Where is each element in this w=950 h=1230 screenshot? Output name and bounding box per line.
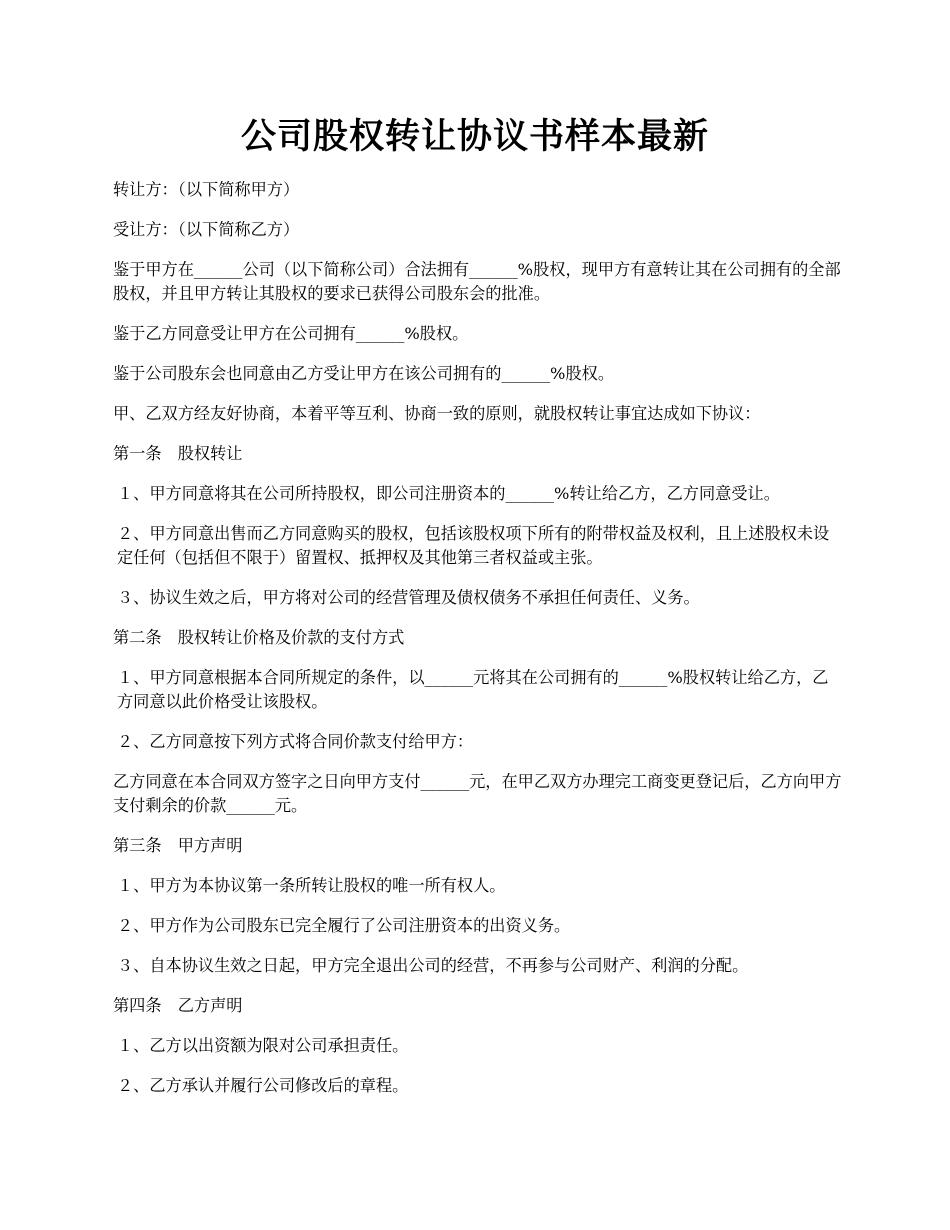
paragraph: 受让方：（以下简称乙方） — [113, 220, 300, 239]
document-title: 公司股权转让协议书样本最新 — [240, 117, 709, 157]
paragraph: 乙方同意在本合同双方签字之日向甲方支付______元，在甲乙双方办理完工商变更登记后，乙方向甲方支付剩余的价款______元。 — [113, 772, 842, 815]
paragraph: １、甲方同意将其在公司所持股权，即公司注册资本的______%转让给乙方，乙方同意受让。 — [117, 484, 780, 503]
paragraph: ２、甲方作为公司股东已完全履行了公司注册资本的出资义务。 — [117, 916, 571, 935]
paragraph: ２、乙方同意按下列方式将合同价款支付给甲方： — [117, 732, 474, 751]
paragraph: 第一条 股权转让 — [113, 444, 243, 463]
paragraph: 鉴于公司股东会也同意由乙方受让甲方在该公司拥有的______%股权。 — [113, 364, 615, 383]
paragraph: １、乙方以出资额为限对公司承担责任。 — [117, 1036, 409, 1055]
document-body — [113, 178, 843, 1114]
paragraph: １、甲方为本协议第一条所转让股权的唯一所有权人。 — [117, 876, 506, 895]
paragraph: 第二条 股权转让价格及价款的支付方式 — [113, 628, 405, 647]
paragraph: ３、协议生效之后，甲方将对公司的经营管理及债权债务不承担任何责任、义务。 — [117, 588, 700, 607]
paragraph: ３、自本协议生效之日起，甲方完全退出公司的经营，不再参与公司财产、利润的分配。 — [117, 956, 749, 975]
paragraph: 第四条 乙方声明 — [113, 996, 243, 1015]
paragraph: 鉴于乙方同意受让甲方在公司拥有______%股权。 — [113, 324, 469, 343]
paragraph: ２、乙方承认并履行公司修改后的章程。 — [117, 1076, 409, 1095]
paragraph: 转让方：（以下简称甲方） — [113, 180, 300, 199]
paragraph: 鉴于甲方在______公司（以下简称公司）合法拥有______%股权，现甲方有意转让其在公司拥有的全部股权，并且甲方转让其股权的要求已获得公司股东会的批准。 — [113, 260, 841, 303]
paragraph: １、甲方同意根据本合同所规定的条件，以______元将其在公司拥有的______%股权转让给乙方，乙方同意以此价格受让该股权。 — [117, 668, 829, 711]
paragraph: ２、甲方同意出售而乙方同意购买的股权，包括该股权项下所有的附带权益及权利，且上述股权未设定任何（包括但不限于）留置权、抵押权及其他第三者权益或主张。 — [117, 524, 830, 567]
paragraph: 甲、乙双方经友好协商，本着平等互利、协商一致的原则，就股权转让事宜达成如下协议： — [113, 404, 761, 423]
paragraph: 第三条 甲方声明 — [113, 836, 243, 855]
